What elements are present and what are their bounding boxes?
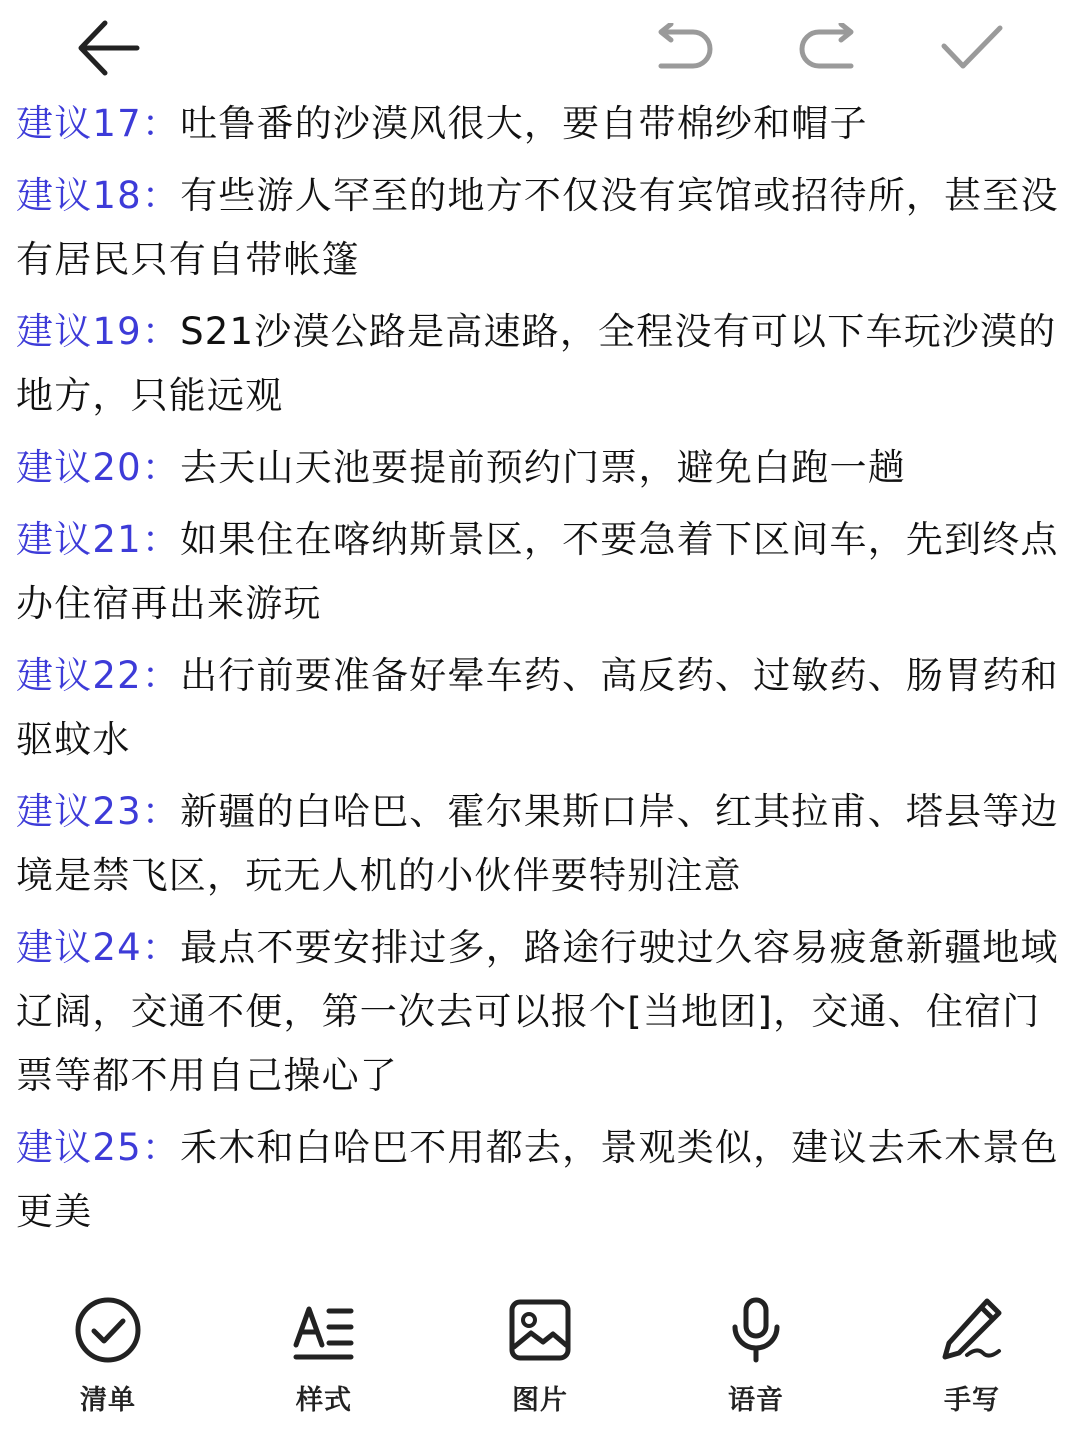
tip-item [16,300,1066,428]
tip-text: 如果住在喀纳斯景区，不要急着下区间车，先到终点办住宿再出来游玩 [16,518,1059,625]
tip-text: 新疆的白哈巴、霍尔果斯口岸、红其拉甫、塔县等边境是禁飞区，玩无人机的小伙伴要特别注意 [16,790,1059,897]
redo-icon [793,23,863,73]
tip-label: 建议21： [16,518,181,561]
checklist-circle-icon [73,1295,143,1365]
tip-text: S21沙漠公路是高速路，全程没有可以下车玩沙漠的地方，只能远观 [16,310,1057,417]
image-button[interactable] [465,1290,615,1420]
tip-text: 吐鲁番的沙漠风很大，要自带棉纱和帽子 [180,102,868,145]
checklist-button[interactable] [33,1290,183,1420]
tip-label: 建议23： [16,790,181,833]
checkmark-icon [939,23,1005,73]
image-icon [505,1295,575,1365]
tip-text: 最点不要安排过多，路途行驶过久容易疲惫新疆地域辽阔，交通不便，第一次去可以报个[当地团]，交通、住宿门票等都不用自己操心了 [16,926,1059,1097]
tip-item [16,916,1066,1108]
tip-label: 建议19： [16,310,181,353]
tip-text: 出行前要准备好晕车药、高反药、过敏药、肠胃药和驱蚊水 [16,654,1059,761]
tip-item [16,92,1066,156]
text-style-icon [289,1295,359,1365]
note-body[interactable] [16,92,1066,1252]
tip-item [16,436,1066,500]
tip-label: 建议17： [16,102,181,145]
tip-text: 有些游人罕至的地方不仅没有宾馆或招待所，甚至没有居民只有自带帐篷 [16,174,1059,281]
arrow-left-icon [73,17,143,79]
pen-icon [937,1295,1007,1365]
undo-button[interactable] [644,12,724,84]
handwrite-label: 手写 [944,1385,1000,1416]
tip-item [16,508,1066,636]
tip-label: 建议18： [16,174,181,217]
undo-icon [649,23,719,73]
tip-label: 建议25： [16,1126,181,1169]
tip-label: 建议24： [16,926,181,969]
checklist-label: 清单 [80,1385,136,1416]
tip-item [16,1116,1066,1244]
voice-label: 语音 [728,1385,784,1416]
image-label: 图片 [512,1385,568,1416]
tip-text: 禾木和白哈巴不用都去，景观类似，建议去禾木景色更美 [16,1126,1059,1233]
tip-label: 建议22： [16,654,181,697]
done-button[interactable] [932,12,1012,84]
editor-toolbar [0,0,1080,96]
bottom-toolbar [0,1290,1080,1440]
tip-text: 去天山天池要提前预约门票，避免白跑一趟 [180,446,906,489]
back-button[interactable] [68,12,148,84]
microphone-icon [721,1295,791,1365]
voice-button[interactable] [681,1290,831,1420]
style-button[interactable] [249,1290,399,1420]
redo-button[interactable] [788,12,868,84]
tip-item [16,644,1066,772]
tip-item [16,780,1066,908]
tip-item [16,164,1066,292]
handwrite-button[interactable] [897,1290,1047,1420]
tip-label: 建议20： [16,446,181,489]
style-label: 样式 [296,1385,352,1416]
